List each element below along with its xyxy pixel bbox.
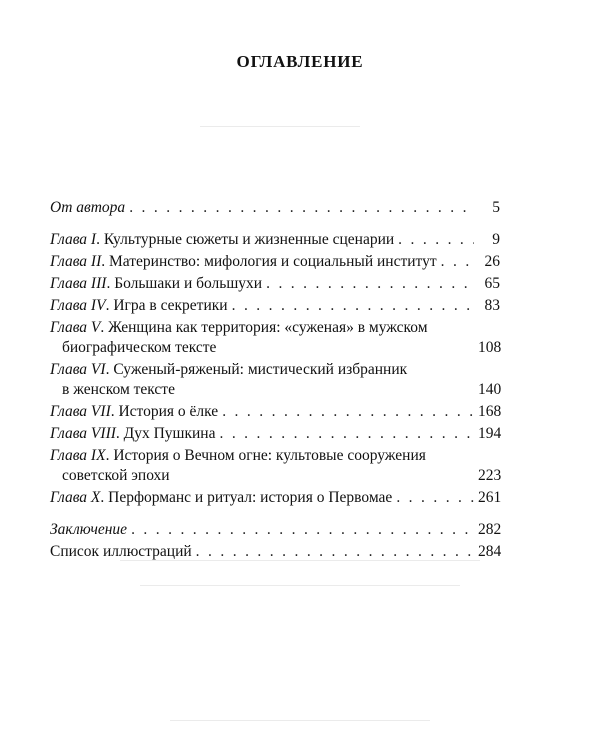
entry-title: Заключение [50, 521, 128, 538]
dot-leader [398, 230, 474, 250]
toc-entry-chapter-7[interactable] [50, 402, 500, 422]
toc-entry-chapter-3[interactable] [50, 274, 500, 294]
chapter-label: Глава V [50, 319, 101, 336]
dot-leader [266, 274, 474, 294]
entry-page-number: 282 [478, 521, 502, 538]
entry-title: От автора [50, 199, 126, 216]
chapter-label: Глава X [50, 489, 101, 506]
entry-title: . История о ёлке [110, 403, 219, 420]
entry-title: . Перформанс и ритуал: история о Первомае [100, 489, 393, 506]
entry-title: . Материнство: мифология и социальный институт [101, 253, 437, 270]
entry-title: . Культурные сюжеты и жизненные сценарии [96, 231, 395, 248]
entry-title-continuation: в женском тексте [62, 381, 175, 398]
toc-entry-conclusion[interactable] [50, 520, 500, 540]
entry-page-number: 261 [478, 489, 502, 506]
toc-entry-chapter-8[interactable] [50, 424, 500, 444]
dot-leader [129, 198, 474, 218]
entry-title-continuation: советской эпохи [62, 467, 170, 484]
bleed-through-line [170, 720, 430, 721]
dot-leader [131, 520, 474, 540]
entry-title: . Игра в секретики [105, 297, 228, 314]
dot-leader [219, 424, 474, 444]
chapter-label: Глава IX [50, 447, 106, 464]
bleed-through-line [200, 126, 360, 127]
toc-entry-chapter-2[interactable] [50, 252, 500, 272]
entry-page-number: 223 [478, 467, 502, 484]
chapter-label: Глава VIII [50, 425, 116, 442]
toc-entry-chapter-5[interactable] [50, 318, 500, 358]
entry-title-continuation: биографическом тексте [62, 339, 217, 356]
entry-title: . Женщина как территория: «суженая» в мужском [100, 319, 428, 336]
chapter-label: Глава I [50, 231, 97, 248]
entry-page-number: 108 [478, 339, 502, 356]
dot-leader [396, 488, 474, 508]
toc-entry-chapter-6[interactable] [50, 360, 500, 400]
entry-page-number: 284 [478, 543, 502, 560]
entry-title: Список иллюстраций [50, 543, 192, 560]
entry-page-number: 65 [484, 275, 500, 292]
dot-leader [441, 252, 474, 272]
dot-leader [232, 296, 474, 316]
entry-title: . Большаки и большухи [106, 275, 263, 292]
chapter-label: Глава II [50, 253, 102, 270]
page-title: ОГЛАВЛЕНИЕ [236, 52, 364, 71]
entry-page-number: 9 [492, 231, 500, 248]
entry-page-number: 26 [484, 253, 500, 270]
toc-entry-chapter-1[interactable] [50, 230, 500, 250]
dot-leader [196, 542, 474, 562]
entry-page-number: 194 [478, 425, 502, 442]
chapter-label: Глава III [50, 275, 107, 292]
chapter-label: Глава IV [50, 297, 106, 314]
toc-entry-chapter-9[interactable] [50, 446, 500, 486]
toc-entry-chapter-10[interactable] [50, 488, 500, 508]
entry-title: . Дух Пушкина [115, 425, 216, 442]
entry-page-number: 5 [492, 199, 500, 216]
entry-page-number: 83 [484, 297, 500, 314]
entry-title: . Суженый-ряженый: мистический избранник [105, 361, 408, 378]
table-of-contents [50, 198, 500, 562]
entry-title: . История о Вечном огне: культовые сооружения [105, 447, 426, 464]
entry-page-number: 168 [478, 403, 502, 420]
toc-entry-illustrations[interactable] [50, 542, 500, 562]
chapter-label: Глава VII [50, 403, 111, 420]
chapter-label: Глава VI [50, 361, 106, 378]
dot-leader [222, 402, 474, 422]
bleed-through-line [140, 585, 460, 586]
toc-entry-author-foreword[interactable] [50, 198, 500, 218]
entry-page-number: 140 [478, 381, 502, 398]
toc-entry-chapter-4[interactable] [50, 296, 500, 316]
